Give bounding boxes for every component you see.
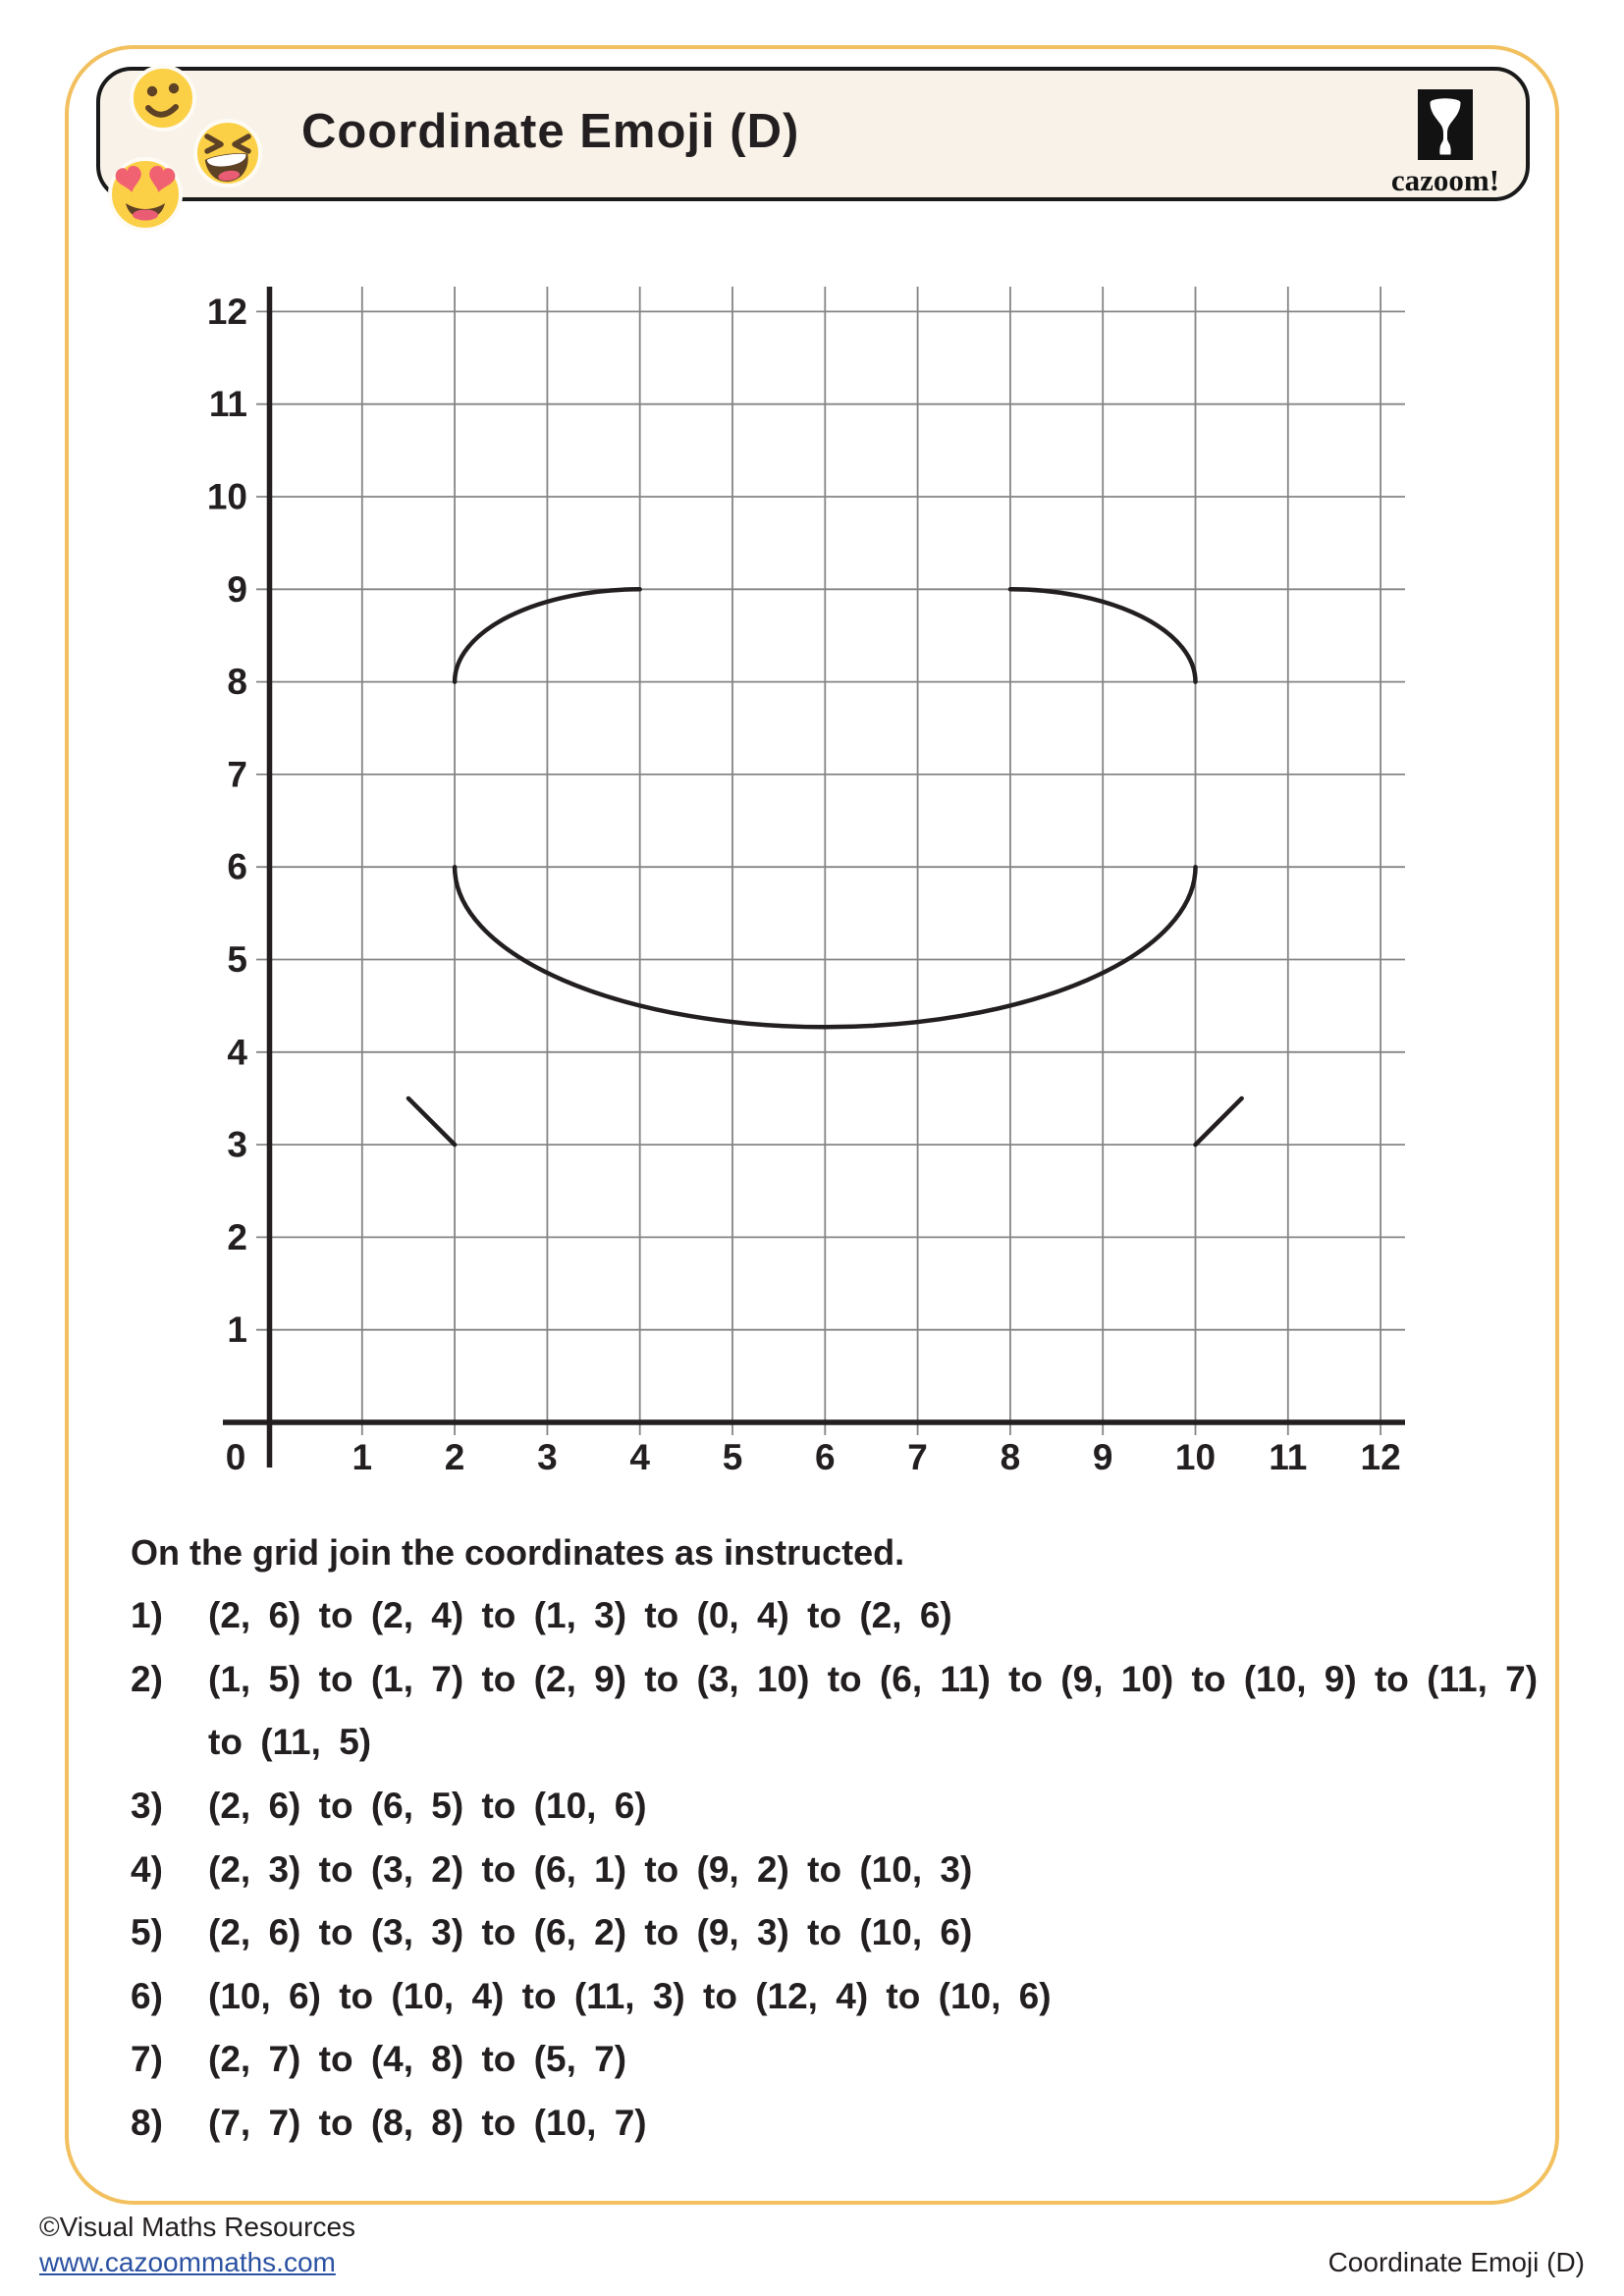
problem-coordinates: (7, 7) to (8, 8) to (10, 7) <box>208 2103 647 2144</box>
left-whisker <box>408 1098 455 1145</box>
x-tick-label: 2 <box>444 1437 465 1477</box>
problem-coordinates: to (11, 5) <box>208 1722 372 1763</box>
footer-worksheet-name: Coordinate Emoji (D) <box>1327 2247 1585 2277</box>
y-tick-label: 10 <box>206 476 247 517</box>
problem-number: 7) <box>131 2039 163 2080</box>
problem-number: 6) <box>131 1975 163 2016</box>
x-tick-label: 0 <box>225 1437 246 1477</box>
y-tick-label: 4 <box>227 1032 247 1073</box>
problem-coordinates: (2, 6) to (6, 5) to (10, 6) <box>208 1786 647 1827</box>
y-tick-label: 5 <box>227 939 247 980</box>
problem-number: 2) <box>131 1658 163 1699</box>
problem-row <box>131 1775 1544 1839</box>
instructions: On the grid join the coordinates as instructed. <box>131 1532 905 1573</box>
x-tick-label: 3 <box>537 1437 558 1477</box>
right-whisker <box>1196 1098 1242 1145</box>
logo-text: cazoom! <box>1390 163 1500 197</box>
problem-coordinates: (1, 5) to (1, 7) to (2, 9) to (3, 10) to (6, 11) to (9, 10) to (10, 9) to (11, 7) <box>208 1658 1539 1699</box>
x-tick-label: 9 <box>1092 1437 1113 1477</box>
y-tick-label: 6 <box>227 846 247 887</box>
problem-row <box>131 1711 1544 1775</box>
problem-coordinates: (2, 3) to (3, 2) to (6, 1) to (9, 2) to (10, 3) <box>208 1848 973 1890</box>
x-tick-label: 4 <box>629 1437 650 1477</box>
x-tick-label: 8 <box>1000 1437 1021 1477</box>
y-tick-label: 9 <box>227 568 247 610</box>
problem-row <box>131 1648 1544 1712</box>
problem-number: 3) <box>131 1786 163 1827</box>
problem-row <box>131 1838 1544 1901</box>
footer-link[interactable]: www.cazoommaths.com <box>39 2247 336 2277</box>
problem-coordinates: (10, 6) to (10, 4) to (11, 3) to (12, 4) to (10, 6) <box>208 1975 1052 2016</box>
x-tick-label: 6 <box>815 1437 836 1477</box>
footer-copyright: ©Visual Maths Resources <box>39 2212 356 2242</box>
y-tick-label: 1 <box>227 1309 247 1351</box>
x-tick-label: 5 <box>722 1437 743 1477</box>
y-tick-label: 11 <box>208 384 247 425</box>
problem-coordinates: (2, 7) to (4, 8) to (5, 7) <box>208 2039 627 2080</box>
y-tick-label: 7 <box>227 754 247 795</box>
x-tick-label: 11 <box>1269 1437 1308 1477</box>
y-tick-label: 12 <box>206 291 247 332</box>
x-tick-label: 1 <box>352 1437 373 1477</box>
page-title: Coordinate Emoji (D) <box>301 105 800 158</box>
x-tick-label: 10 <box>1174 1437 1217 1477</box>
problem-coordinates: (2, 6) to (3, 3) to (6, 2) to (9, 3) to (10, 6) <box>208 1912 973 1953</box>
x-tick-label: 12 <box>1360 1437 1401 1477</box>
problem-list <box>131 1584 1544 2155</box>
problem-number: 4) <box>131 1848 163 1890</box>
problem-row <box>131 1965 1544 2029</box>
problem-row <box>131 1901 1544 1965</box>
x-tick-label: 7 <box>907 1437 928 1477</box>
problem-number: 5) <box>131 1912 163 1953</box>
problem-coordinates: (2, 6) to (2, 4) to (1, 3) to (0, 4) to (2, 6) <box>208 1595 952 1636</box>
y-tick-label: 3 <box>227 1124 247 1165</box>
problem-row <box>131 2092 1544 2156</box>
problem-row <box>131 1584 1544 1648</box>
y-tick-label: 8 <box>227 662 247 703</box>
problem-number: 8) <box>131 2103 163 2144</box>
y-tick-label: 2 <box>227 1216 247 1257</box>
problem-row <box>131 2028 1544 2092</box>
problem-number: 1) <box>131 1595 163 1636</box>
